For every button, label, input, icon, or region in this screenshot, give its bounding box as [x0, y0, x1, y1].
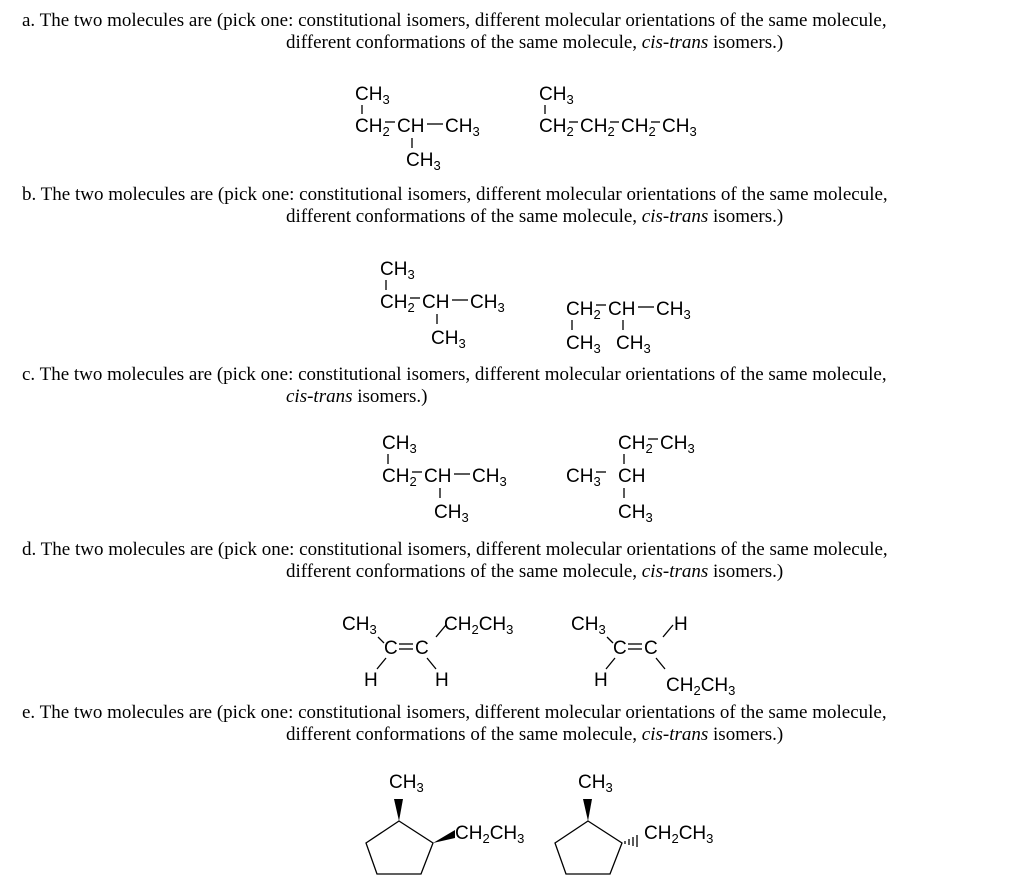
question-e-lead: e. The two molecules are (pick one: constitutional isomers, different molecular orientations of the same molecule, — [22, 702, 887, 723]
label-ch2: $CH_2$ — [566, 299, 601, 322]
label-h: H — [674, 614, 688, 635]
label-ch2: $CH_2$ — [380, 292, 415, 315]
label-ch2ch3: $CH_2CH_3$ — [666, 675, 736, 698]
label-ch2: $CH_2$ — [382, 466, 417, 489]
structure-c-right — [566, 433, 695, 525]
label-ch2ch3: $CH_2CH_3$ — [444, 614, 514, 637]
structure-a-right — [539, 84, 697, 139]
structure-e-left — [366, 772, 524, 874]
label-ch3: $CH_3$ — [616, 333, 651, 356]
question-b-lead: b. The two molecules are (pick one: constitutional isomers, different molecular orientations of the same molecule, — [22, 184, 888, 205]
question-c-italic: cis-trans — [286, 386, 353, 407]
label-ch2: $CH_2$ — [621, 116, 656, 139]
label-ch2: $CH_2$ — [580, 116, 615, 139]
label-h: H — [364, 670, 378, 691]
structure-d-left — [342, 614, 513, 691]
label-ch: CH — [618, 466, 646, 487]
cyclopentane-ring — [555, 821, 622, 874]
bond — [656, 658, 665, 669]
structure-b-right — [566, 299, 691, 356]
label-c: C — [644, 638, 658, 659]
label-ch2: $CH_2$ — [355, 116, 390, 139]
label-ch3: $CH_3$ — [660, 433, 695, 456]
label-ch3: $CH_3$ — [389, 772, 424, 795]
wedge-bond — [583, 799, 592, 821]
wedge-bond — [394, 799, 403, 821]
label-ch2ch3: $CH_2CH_3$ — [455, 823, 525, 846]
question-d-cont-pre: different conformations of the same molecule, — [286, 561, 642, 582]
label-ch3: $CH_3$ — [566, 333, 601, 356]
label-ch3: $CH_3$ — [539, 84, 574, 107]
question-a-lead: a. The two molecules are (pick one: constitutional isomers, different molecular orientations of the same molecule, — [22, 10, 887, 31]
label-ch3: $CH_3$ — [431, 328, 466, 351]
label-ch3: $CH_3$ — [472, 466, 507, 489]
label-ch3: $CH_3$ — [566, 466, 601, 489]
wedge-bond — [433, 830, 455, 843]
label-ch: CH — [424, 466, 452, 487]
question-d-lead: d. The two molecules are (pick one: constitutional isomers, different molecular orientations of the same molecule, — [22, 539, 888, 560]
label-ch3: $CH_3$ — [342, 614, 377, 637]
question-b-italic: cis-trans — [641, 206, 709, 227]
question-d-italic: cis-trans — [641, 561, 709, 582]
question-a-cont-post: isomers.) — [708, 32, 784, 53]
label-ch3: $CH_3$ — [445, 116, 480, 139]
label-ch2: $CH_2$ — [618, 433, 653, 456]
question-b-cont-post: isomers.) — [708, 206, 784, 227]
label-ch3: $CH_3$ — [382, 433, 417, 456]
bond — [606, 658, 615, 669]
label-ch3: $CH_3$ — [618, 502, 653, 525]
bond — [377, 658, 386, 669]
label-ch3: $CH_3$ — [470, 292, 505, 315]
structure-a-left — [355, 84, 480, 173]
label-c: C — [415, 638, 429, 659]
label-ch2ch3: $CH_2CH_3$ — [644, 823, 714, 846]
label-ch: CH — [422, 292, 450, 313]
label-ch: CH — [608, 299, 636, 320]
question-b-cont-pre: different conformations of the same molecule, — [286, 206, 642, 227]
structure-d-right — [571, 614, 735, 698]
label-ch3: $CH_3$ — [355, 84, 390, 107]
label-ch3: $CH_3$ — [434, 502, 469, 525]
question-e-italic: cis-trans — [641, 724, 709, 745]
question-e-cont-post: isomers.) — [708, 724, 784, 745]
label-ch3: $CH_3$ — [406, 150, 441, 173]
question-a-cont-pre: different conformations of the same molecule, — [286, 32, 642, 53]
question-a-italic: cis-trans — [641, 32, 709, 53]
question-c-cont-post: isomers.) — [352, 386, 428, 407]
question-e-cont-pre: different conformations of the same molecule, — [286, 724, 642, 745]
bond — [427, 658, 436, 669]
cyclopentane-ring — [366, 821, 433, 874]
label-ch: CH — [397, 116, 425, 137]
label-h: H — [435, 670, 449, 691]
structure-c-left — [382, 433, 507, 525]
label-ch2: $CH_2$ — [539, 116, 574, 139]
label-ch3: $CH_3$ — [578, 772, 613, 795]
structure-e-right — [555, 772, 713, 874]
label-ch3: $CH_3$ — [662, 116, 697, 139]
label-ch3: $CH_3$ — [656, 299, 691, 322]
label-h: H — [594, 670, 608, 691]
question-d-cont-post: isomers.) — [708, 561, 784, 582]
label-ch3: $CH_3$ — [571, 614, 606, 637]
question-c-lead: c. The two molecules are (pick one: constitutional isomers, different molecular orientations of the same molecule, — [22, 364, 887, 385]
label-c: C — [613, 638, 627, 659]
structure-b-left — [380, 259, 505, 351]
bond — [663, 625, 673, 637]
label-c: C — [384, 638, 398, 659]
label-ch3: $CH_3$ — [380, 259, 415, 282]
